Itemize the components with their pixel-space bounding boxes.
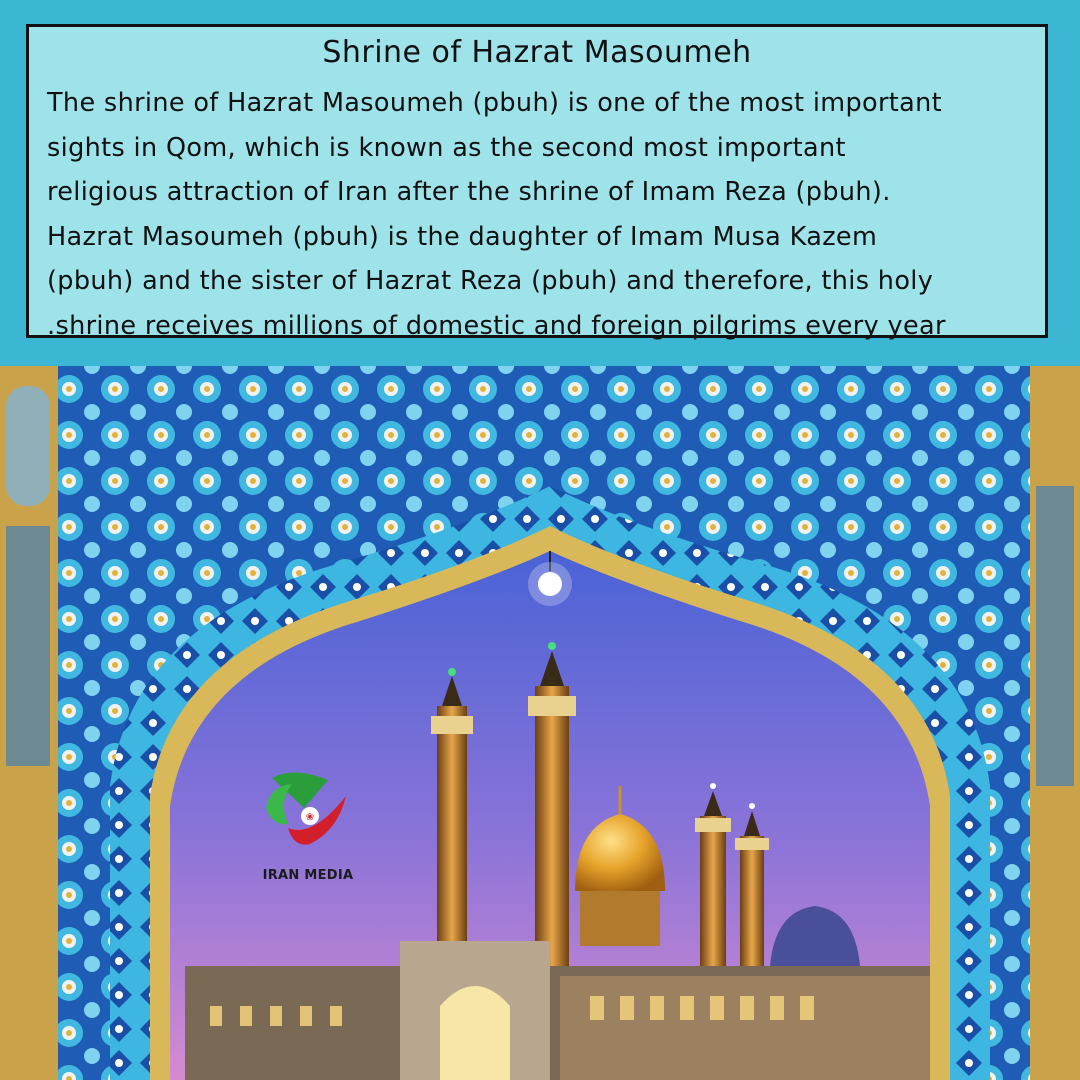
caption-line: sights in Qom, which is known as the second most important xyxy=(47,132,846,163)
caption-body xyxy=(47,81,1031,349)
caption-title: Shrine of Hazrat Masoumeh xyxy=(322,35,752,70)
shrine-photo xyxy=(0,366,1080,1080)
caption-line: Hazrat Masoumeh (pbuh) is the daughter of Imam Musa Kazem xyxy=(47,221,878,252)
caption-line: (pbuh) and the sister of Hazrat Reza (pbuh) and therefore, this holy xyxy=(47,266,934,297)
caption-line: .shrine receives millions of domestic and foreign pilgrims every year xyxy=(47,310,946,341)
caption-line: religious attraction of Iran after the shrine of Imam Reza (pbuh). xyxy=(47,177,891,208)
svg-text:❀: ❀ xyxy=(305,812,315,823)
caption-frame xyxy=(0,0,1080,366)
logo-text: IRAN MEDIA xyxy=(262,868,354,883)
caption-line: The shrine of Hazrat Masoumeh (pbuh) is one of the most important xyxy=(47,88,942,118)
caption-panel xyxy=(26,24,1048,341)
logo-emblem-icon xyxy=(258,768,358,860)
shrine-illustration xyxy=(0,366,1080,1080)
iran-media-logo xyxy=(258,768,358,883)
